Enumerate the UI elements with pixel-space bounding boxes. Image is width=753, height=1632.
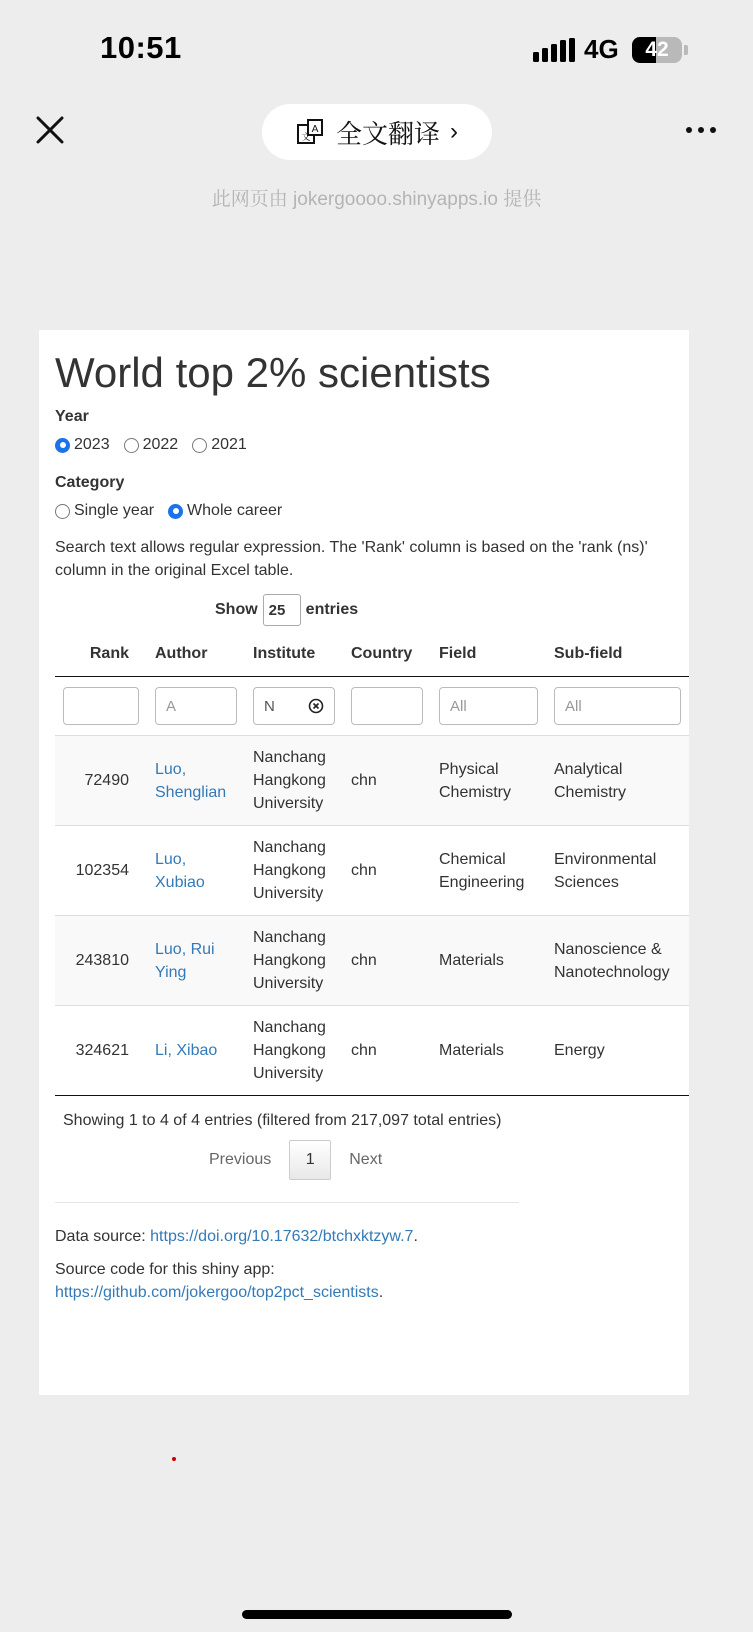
data-source: Data source: https://doi.org/10.17632/btchxktzyw.7. xyxy=(55,1228,418,1246)
page-title: World top 2% scientists xyxy=(55,349,491,396)
results-table xyxy=(55,632,689,1096)
more-options-icon[interactable] xyxy=(686,120,722,140)
page-1-button[interactable]: 1 xyxy=(289,1140,331,1180)
home-indicator[interactable] xyxy=(242,1610,512,1619)
signal-icon xyxy=(533,38,575,62)
header-field[interactable]: Field xyxy=(431,632,546,677)
divider xyxy=(55,1202,519,1203)
source-code: Source code for this shiny app: https://github.com/jokergoo/top2pct_scientists. xyxy=(55,1261,384,1302)
filter-institute-input[interactable]: N xyxy=(253,687,335,725)
translate-icon xyxy=(296,117,326,147)
author-link[interactable]: Luo, Rui Ying xyxy=(155,940,215,981)
header-subfield[interactable]: Sub-field xyxy=(546,632,689,677)
filter-rank-input[interactable] xyxy=(63,687,139,725)
battery-nub xyxy=(684,45,688,55)
filter-field-input[interactable]: All xyxy=(439,687,538,725)
source-code-link[interactable]: https://github.com/jokergoo/top2pct_scientists xyxy=(55,1284,379,1302)
table-info: Showing 1 to 4 of 4 entries (filtered from 217,097 total entries) xyxy=(63,1112,502,1130)
close-icon[interactable] xyxy=(30,110,70,150)
web-page xyxy=(39,330,689,1395)
year-radio-2022[interactable]: 2022 xyxy=(124,436,179,454)
author-link[interactable]: Luo, Xubiao xyxy=(155,850,205,891)
filter-subfield-input[interactable]: All xyxy=(554,687,681,725)
table-row: 243810 Luo, Rui Ying Nanchang Hangkong University chn Materials Nanoscience & Nanotechnology xyxy=(55,916,689,1006)
author-link[interactable]: Li, Xibao xyxy=(155,1042,218,1060)
network-type: 4G xyxy=(584,34,619,64)
entries-select[interactable]: 25 xyxy=(263,594,301,626)
translate-button[interactable] xyxy=(262,104,492,160)
help-text: Search text allows regular expression. The 'Rank' column is based on the 'rank (ns)' column in the original Excel table. xyxy=(55,539,648,580)
length-control: Show 25 entries xyxy=(215,594,689,626)
battery-icon xyxy=(632,37,682,63)
author-link[interactable]: Luo, Shenglian xyxy=(155,760,227,801)
year-radio-2023[interactable]: 2023 xyxy=(55,436,110,454)
header-institute[interactable]: Institute xyxy=(245,632,343,677)
table-row: 324621 Li, Xibao Nanchang Hangkong University chn Materials Energy xyxy=(55,1006,689,1096)
category-radio-whole-career[interactable]: Whole career xyxy=(168,502,282,520)
year-label: Year xyxy=(55,408,89,426)
table-row: 102354 Luo, Xubiao Nanchang Hangkong University chn Chemical Engineering Environmental Sciences xyxy=(55,826,689,916)
battery-level: 42 xyxy=(645,38,669,61)
header-rank[interactable]: Rank xyxy=(55,632,147,677)
data-source-link[interactable]: https://doi.org/10.17632/btchxktzyw.7 xyxy=(150,1228,414,1246)
year-radio-group xyxy=(55,436,689,454)
filter-country-input[interactable] xyxy=(351,687,423,725)
table-row: 72490 Luo, Shenglian Nanchang Hangkong University chn Physical Chemistry Analytical Chemistry xyxy=(55,736,689,826)
chevron-right-icon: › xyxy=(450,118,458,145)
filter-author-input[interactable]: A xyxy=(155,687,237,725)
page-provider: 此网页由 jokergoooo.shinyapps.io 提供 xyxy=(211,189,542,210)
next-page-button[interactable]: Next xyxy=(349,1151,383,1169)
status-time: 10:51 xyxy=(100,30,182,65)
previous-page-button[interactable]: Previous xyxy=(209,1151,272,1169)
pagination xyxy=(195,1140,689,1180)
category-radio-single-year[interactable]: Single year xyxy=(55,502,154,520)
svg-text:A: A xyxy=(311,124,319,135)
header-country[interactable]: Country xyxy=(343,632,431,677)
clear-filter-icon[interactable] xyxy=(308,698,324,714)
svg-text:文: 文 xyxy=(301,133,311,143)
translate-label: 全文翻译 xyxy=(335,118,440,149)
header-author[interactable]: Author xyxy=(147,632,245,677)
stray-dot xyxy=(172,1457,176,1461)
year-radio-2021[interactable]: 2021 xyxy=(192,436,247,454)
category-label: Category xyxy=(55,474,125,492)
category-radio-group xyxy=(55,502,689,520)
